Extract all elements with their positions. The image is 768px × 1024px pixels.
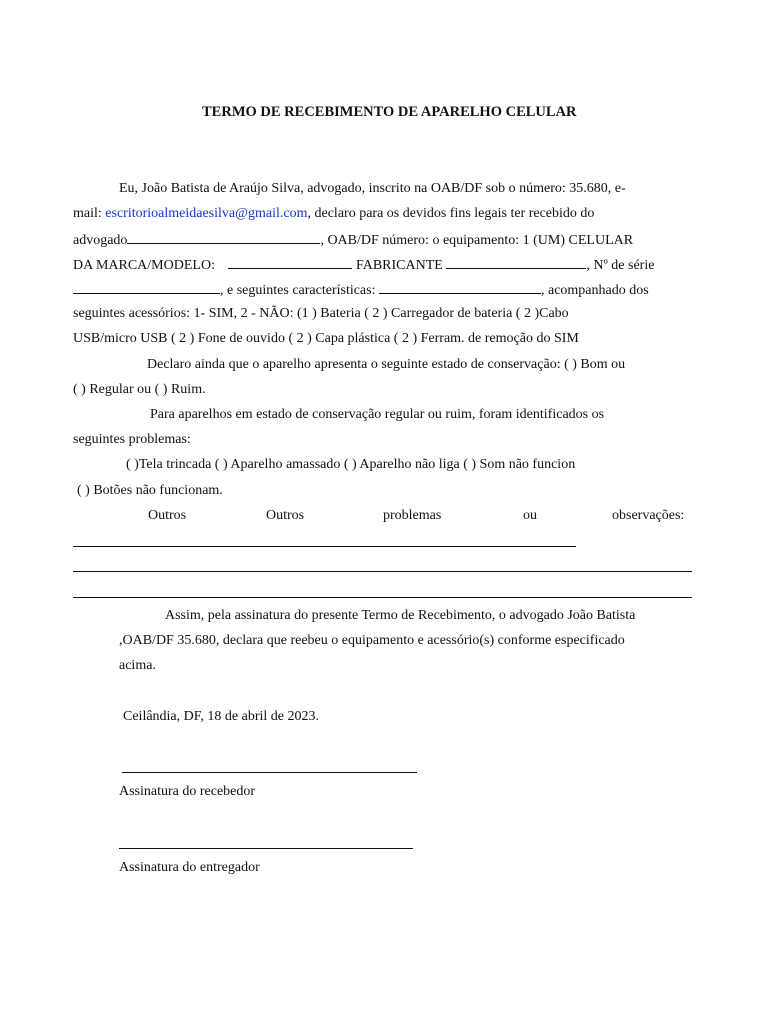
p1-line-6: seguintes acessórios: 1- SIM, 2 - NÃO: (1 ) Bateria ( 2 ) Carregador de bateria ( 2 )Cabo xyxy=(73,306,569,321)
p1-advogado-label: advogado xyxy=(73,233,128,248)
outros-word-2: Outros xyxy=(266,508,305,523)
fabricante-blank[interactable] xyxy=(446,256,586,269)
p1-line-2 xyxy=(73,206,594,222)
observations-line-1[interactable] xyxy=(73,546,576,547)
observations-line-3[interactable] xyxy=(73,597,692,598)
caracteristicas-blank[interactable] xyxy=(379,281,541,294)
document-title: TERMO DE RECEBIMENTO DE APARELHO CELULAR xyxy=(202,104,577,120)
p3-line-2: seguintes problemas: xyxy=(73,432,191,447)
email-link[interactable]: escritorioalmeidaesilva@gmail.com xyxy=(105,206,308,221)
p1-line-5-rest: , acompanhado dos xyxy=(540,283,649,298)
deliverer-signature-label: Assinatura do entregador xyxy=(119,860,260,875)
p1-line-1: Eu, João Batista de Araújo Silva, advogado, inscrito na OAB/DF sob o número: 35.680, e- xyxy=(119,181,626,196)
serie-blank[interactable] xyxy=(73,281,220,294)
place-date: Ceilândia, DF, 18 de abril de 2023. xyxy=(123,709,320,724)
fabricante-label: FABRICANTE xyxy=(355,258,443,273)
observations-line-2[interactable] xyxy=(73,571,692,572)
p2-line-2: ( ) Regular ou ( ) Ruim. xyxy=(73,382,206,397)
marca-modelo-label: DA MARCA/MODELO: xyxy=(73,258,215,273)
p3-line-4: ( ) Botões não funcionam. xyxy=(77,483,223,498)
p3-line-3: ( )Tela trincada ( ) Aparelho amassado ( ) Aparelho não liga ( ) Som não funcion xyxy=(126,457,576,472)
p5-line-2: ,OAB/DF 35.680, declara que reebeu o equipamento e acessório(s) conforme especificado xyxy=(119,633,625,648)
ou-word: ou xyxy=(523,508,537,523)
advogado-blank[interactable] xyxy=(127,231,320,244)
p1-line-2-rest: , declaro para os devidos fins legais ter recebido do xyxy=(307,206,595,221)
receiver-signature-line[interactable] xyxy=(122,772,417,773)
caracteristicas-label: , e seguintes características: xyxy=(220,283,376,298)
marca-modelo-blank[interactable] xyxy=(228,256,352,269)
p1-line-3 xyxy=(73,231,633,249)
deliverer-signature-line[interactable] xyxy=(119,848,413,849)
p5-line-1: Assim, pela assinatura do presente Termo de Recebimento, o advogado João Batista xyxy=(165,608,636,623)
p1-mail-label: mail: xyxy=(73,206,102,221)
p2-line-1: Declaro ainda que o aparelho apresenta o seguinte estado de conservação: ( ) Bom ou xyxy=(147,357,626,372)
outros-word-1: Outros xyxy=(148,508,187,523)
p3-line-1: Para aparelhos em estado de conservação regular ou ruim, foram identificados os xyxy=(150,407,605,422)
problemas-word: problemas xyxy=(383,508,442,523)
p1-line-4 xyxy=(73,256,654,274)
receiver-signature-label: Assinatura do recebedor xyxy=(119,784,256,799)
serie-label: , Nº de série xyxy=(586,258,655,273)
p1-line-3-rest: , OAB/DF número: o equipamento: 1 (UM) CELULAR xyxy=(320,233,634,248)
p1-line-5 xyxy=(73,281,649,299)
observacoes-word: observações: xyxy=(612,508,685,523)
p1-line-7: USB/micro USB ( 2 ) Fone de ouvido ( 2 ) Capa plástica ( 2 ) Ferram. de remoção do SIM xyxy=(73,331,579,346)
p5-line-3: acima. xyxy=(119,658,156,673)
